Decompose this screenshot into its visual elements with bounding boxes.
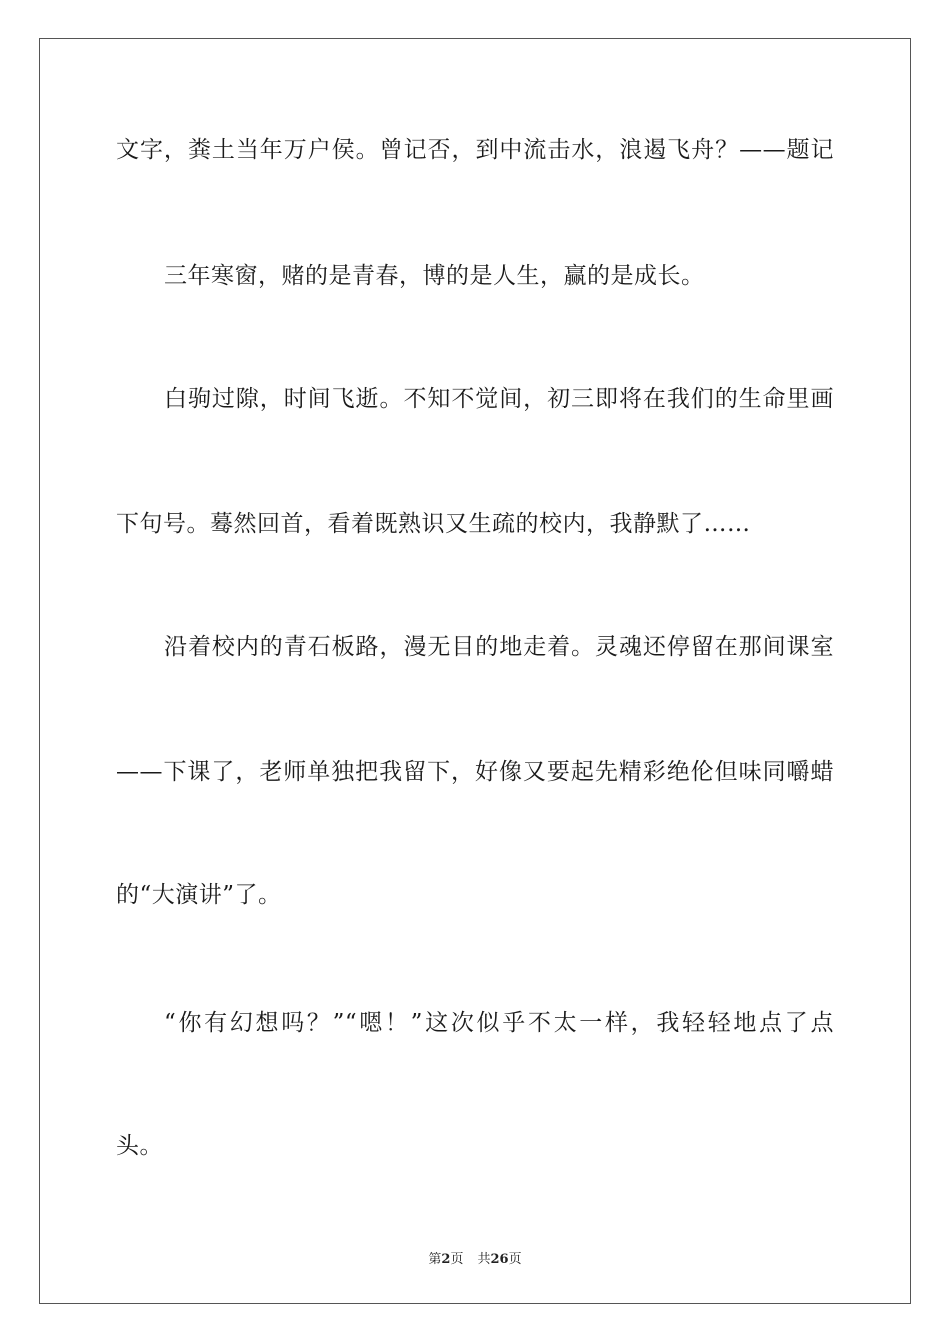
paragraph-line-6: ——下课了，老师单独把我留下，好像又要起先精彩绝伦但味同嚼蜡 [116, 759, 834, 785]
page-prefix: 第 [428, 1252, 442, 1267]
page-suffix: 页 [450, 1252, 464, 1267]
paragraph-line-1: 文字，粪土当年万户侯。曾记否，到中流击水，浪遏飞舟？——题记 [116, 137, 834, 163]
page-footer [0, 1248, 950, 1267]
total-suffix: 页 [508, 1252, 522, 1267]
page-frame [39, 38, 911, 1304]
paragraph-line-8: “你有幻想吗？”“嗯！”这次似乎不太一样，我轻轻地点了点 [164, 1010, 834, 1036]
page-total: 26 [490, 1252, 509, 1267]
paragraph-line-2: 三年寒窗，赌的是青春，博的是人生，赢的是成长。 [164, 263, 705, 289]
paragraph-line-5: 沿着校内的青石板路，漫无目的地走着。灵魂还停留在那间课室 [164, 634, 834, 660]
paragraph-line-4: 下句号。蓦然回首，看着既熟识又生疏的校内，我静默了…… [116, 511, 751, 537]
paragraph-line-7: 的“大演讲”了。 [116, 882, 282, 908]
page-current: 2 [441, 1252, 451, 1267]
paragraph-line-9: 头。 [116, 1133, 163, 1159]
total-prefix: 共 [477, 1252, 491, 1267]
paragraph-line-3: 白驹过隙，时间飞逝。不知不觉间，初三即将在我们的生命里画 [164, 386, 834, 412]
